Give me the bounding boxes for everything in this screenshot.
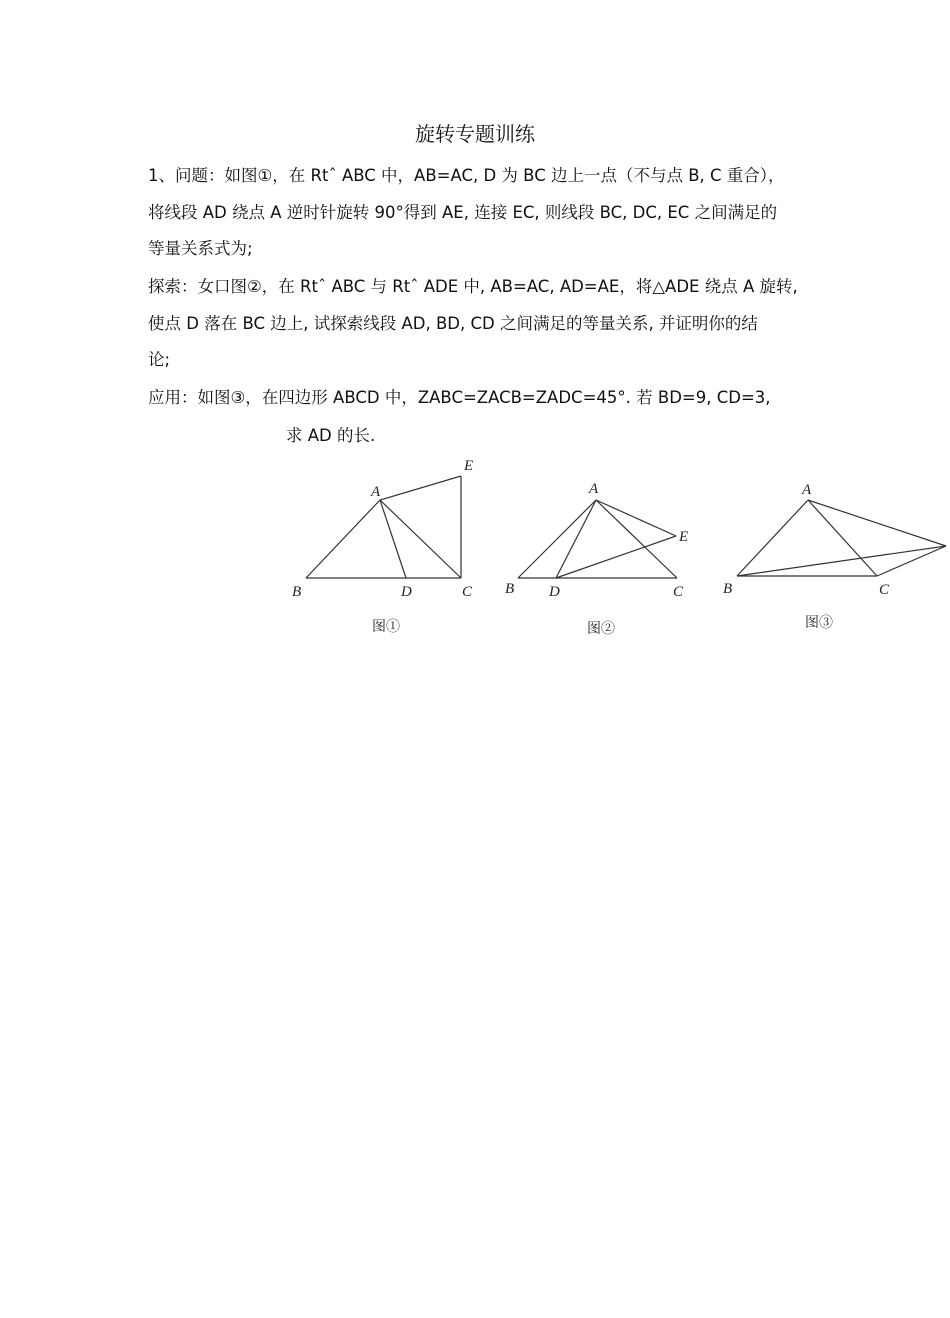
fig2-segment-ab <box>518 500 596 578</box>
fig2-label-e: E <box>679 529 689 545</box>
paragraph-line-2: 将线段 AD 绕点 A 逆时针旋转 90°得到 AE, 连接 EC, 则线段 BC, DC, EC 之间满足的 <box>148 203 778 222</box>
fig2-label-b: B <box>505 581 515 597</box>
paragraph-line-7: 应用：如图③，在四边形 ABCD 中，ZABC=ZACB=ZADC=45°. 若 BD=9, CD=3, <box>148 388 771 407</box>
fig3-label-a: A <box>802 482 812 498</box>
fig1-segment-ab <box>306 500 380 578</box>
fig3-segment-ab <box>737 500 808 576</box>
figure-3 <box>723 482 946 631</box>
fig2-segment-ac <box>596 500 677 578</box>
fig1-caption: 图① <box>372 620 400 635</box>
paragraph-line-6: 论; <box>148 350 171 369</box>
paragraph-line-1: 1、问题：如图①，在 Rtˆ ABC 中，AB=AC, D 为 BC 边上一点（不与点 B, C 重合）， <box>148 166 785 185</box>
fig3-label-b: B <box>723 581 733 597</box>
paragraph-line-8: 求 AD 的长. <box>286 426 376 445</box>
fig2-segment-ae <box>596 500 676 536</box>
fig1-label-c: C <box>462 584 473 600</box>
fig1-label-a: A <box>371 484 381 500</box>
fig3-caption: 图③ <box>805 616 833 631</box>
fig1-segment-ac <box>380 500 461 578</box>
fig1-label-b: B <box>292 584 302 600</box>
fig1-label-e: E <box>464 458 474 474</box>
fig2-label-c: C <box>673 584 684 600</box>
document-title: 旋转专题训练 <box>415 122 535 146</box>
fig3-segment-bd <box>737 546 946 576</box>
paragraph-line-5: 使点 D 落在 BC 边上, 试探索线段 AD, BD, CD 之间满足的等量关系, 并证明你的结 <box>148 314 758 333</box>
figure-2 <box>505 481 688 637</box>
fig2-label-a: A <box>589 481 599 497</box>
paragraph-line-4: 探索：女口图②，在 Rtˆ ABC 与 Rtˆ ADE 中, AB=AC, AD=AE，将△ADE 绕点 A 旋转, <box>148 277 798 296</box>
fig1-label-d: D <box>401 584 412 600</box>
fig3-label-c: C <box>879 582 890 598</box>
paragraph-line-3: 等量关系式为; <box>148 239 253 258</box>
figure-1 <box>292 458 473 635</box>
geometry-figures <box>0 450 950 650</box>
fig1-segment-ae <box>380 476 461 500</box>
fig2-caption: 图② <box>587 622 615 637</box>
fig2-label-d: D <box>549 584 560 600</box>
